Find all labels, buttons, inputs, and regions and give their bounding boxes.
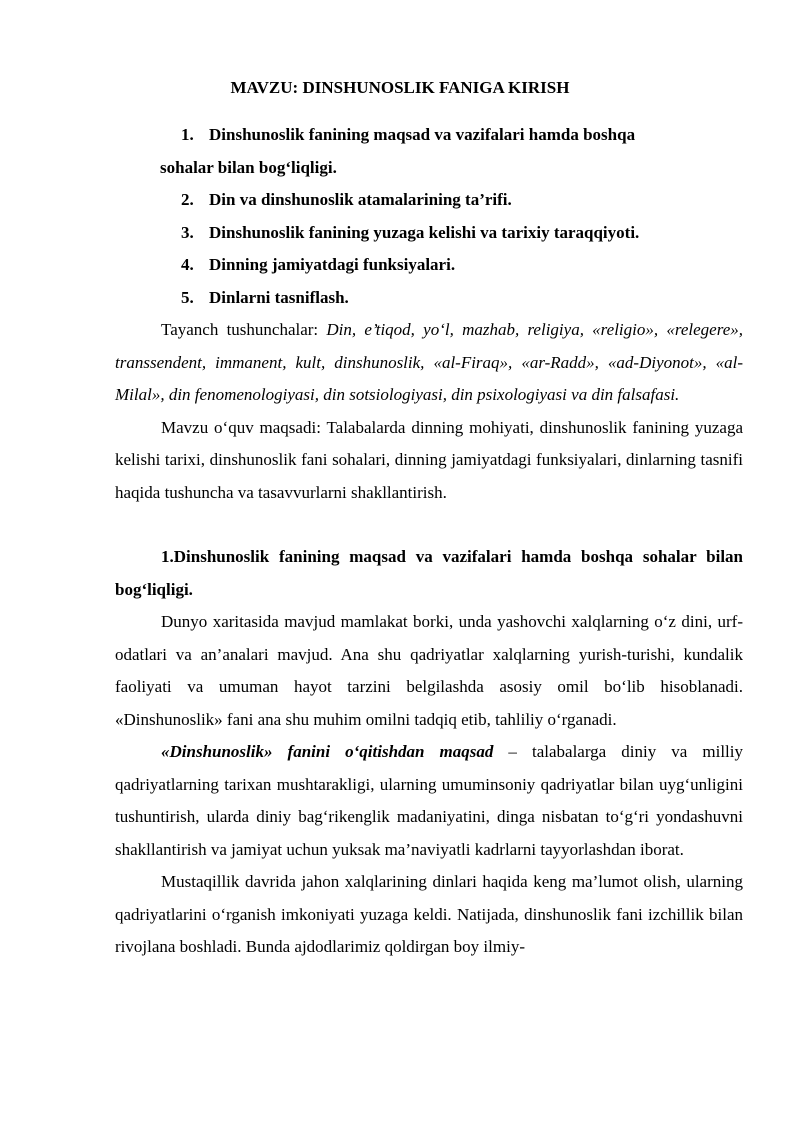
body-paragraph: «Dinshunoslik» fanini o‘qitishdan maqsad – talabalarga diniy va milliy qadriyatlarning tarixan mushtarakligi, ularning umuminsoniy qadriyatlar bilan uyg‘unligini tushuntirish, ularda diniy bag‘rikenglik madaniyatini, dinga nisbatan to‘g‘ri yondashuvni shakllantirish va jamiyat uchun yuksak ma’naviyatli kadrlarni tayyorlashdan iborat. [115, 742, 743, 859]
page-title: MAVZU: DINSHUNOSLIK FANIGA KIRISH [230, 78, 570, 97]
list-item: 1. Dinshunoslik fanining maqsad va vazifalari hamda boshqa [181, 125, 636, 144]
list-item-continuation: sohalar bilan bog‘liqligi. [160, 157, 337, 177]
body-paragraph: Dunyo xaritasida mavjud mamlakat borki, unda yashovchi xalqlarning o‘z dini, urf-odatlari va an’analari mavjud. Ana shu qadriyatlar xalqlarning yurish-turishi, kundalik faoliyati va umuman hayot tarzini belgilashda asosiy omil bo‘lib hisoblanadi. «Dinshunoslik» fani ana shu muhim omilni tadqiq etib, tahliliy o‘rganadi. [115, 612, 743, 729]
key-concepts-paragraph: Tayanch tushunchalar: Din, e’tiqod, yo‘l, mazhab, religiya, «religio», «relegere», transsendent, immanent, kult, dinshunoslik, «al-Firaq», «ar-Radd», «ad-Diyonot», «al-Milal», din fenomenologiyasi, din sotsiologiyasi, din psixologiyasi va din falsafasi. [115, 320, 743, 404]
topic-plan-list [160, 119, 743, 314]
list-item: 2. Din va dinshunoslik atamalarining ta’rifi. [181, 190, 512, 209]
spacer [115, 509, 743, 541]
list-item: 5. Dinlarni tasniflash. [181, 287, 349, 307]
section-heading: 1.Dinshunoslik fanining maqsad va vazifalari hamda boshqa sohalar bilan bog‘liqligi. [115, 547, 743, 599]
body-paragraph: Mustaqillik davrida jahon xalqlarining dinlari haqida keng ma’lumot olish, ularning qadriyatlarini o‘rganish imkoniyati yuzaga keldi. Natijada, dinshunoslik fani izchillik bilan rivojlana boshladi. Bunda ajdodlarimiz qoldirgan boy ilmiy- [115, 872, 743, 956]
learning-goal-paragraph: Mavzu o‘quv maqsadi: Talabalarda dinning mohiyati, dinshunoslik fanining yuzaga kelishi tarixi, dinshunoslik fani sohalari, dinning jamiyatdagi funksiyalari, dinlarning tasnifi haqida tushuncha va tasavvurlarni shakllantirish. [115, 417, 743, 502]
list-item: 3. Dinshunoslik fanining yuzaga kelishi va tarixiy taraqqiyoti. [181, 222, 640, 242]
list-item: 4. Dinning jamiyatdagi funksiyalari. [181, 255, 456, 274]
document-body [115, 314, 743, 964]
